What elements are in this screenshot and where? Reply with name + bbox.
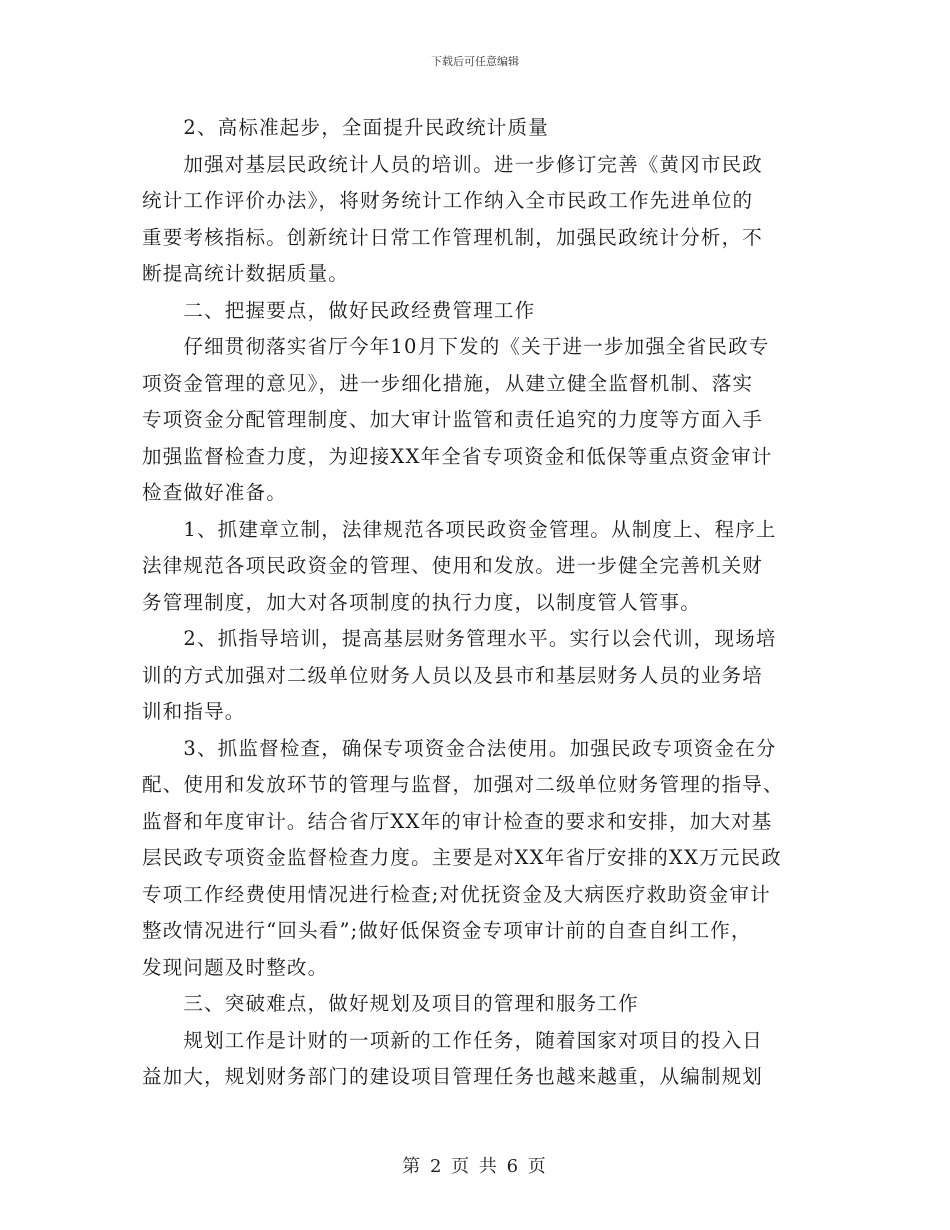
text-line: 2、高标准起步，全面提升民政统计质量 [142, 116, 549, 139]
section-heading: 二、把握要点，做好民政经费管理工作 [142, 298, 536, 322]
text-line: 配、使用和发放环节的管理与监督，加强对二级单位财务管理的指导、 [142, 773, 784, 796]
text-line: 训的方式加强对二级单位财务人员以及县市和基层财务人员的业务培 [142, 663, 764, 687]
text-line: 仔细贯彻落实省厅今年10月下发的《关于进一步加强全省民政专 [142, 335, 770, 358]
text-line: 发现问题及时整改。 [142, 955, 329, 979]
text-line: 专项资金分配管理制度、加大审计监管和责任追究的力度等方面入手 [142, 408, 764, 431]
text-line: 专项工作经费使用情况进行检查;对优抚资金及大病医疗救助资金审计 [142, 882, 771, 906]
text-line: 加强对基层民政统计人员的培训。进一步修订完善《黄冈市民政 [142, 152, 764, 176]
page-number: 第 2 页 共 6 页 [402, 1156, 548, 1177]
text-line: 法律规范各项民政资金的管理、使用和发放。进一步健全完善机关财 [142, 554, 764, 577]
text-line: 项资金管理的意见》，进一步细化措施，从建立健全监督机制、落实 [142, 371, 754, 395]
text-line: 3、抓监督检查，确保专项资金合法使用。加强民政专项资金在分 [142, 736, 777, 760]
text-line: 1、抓建章立制，法律规范各项民政资金管理。从制度上、程序上 [142, 517, 777, 541]
text-line: 益加大，规划财务部门的建设项目管理任务也越来越重，从编制规划 [142, 1065, 764, 1088]
section-heading: 三、突破难点，做好规划及项目的管理和服务工作 [142, 992, 639, 1015]
text-line: 规划工作是计财的一项新的工作任务，随着国家对项目的投入日 [142, 1028, 764, 1052]
page-header: 下载后可任意编辑 [431, 55, 519, 68]
document-body [142, 110, 802, 1096]
text-line: 整改情况进行“回头看”;做好低保资金专项审计前的自查自纠工作， [142, 919, 752, 942]
text-line: 层民政专项资金监督检查力度。主要是对XX年省厅安排的XX万元民政 [142, 846, 782, 869]
text-line: 加强监督检查力度，为迎接XX年全省专项资金和低保等重点资金审计 [142, 444, 773, 468]
text-line: 统计工作评价办法》，将财务统计工作纳入全市民政工作先进单位的 [142, 189, 754, 212]
text-line: 断提高统计数据质量。 [142, 262, 350, 285]
text-line: 训和指导。 [142, 700, 246, 723]
text-line: 检查做好准备。 [142, 481, 287, 504]
text-line: 务管理制度，加大对各项制度的执行力度，以制度管人管事。 [142, 590, 701, 614]
text-line: 重要考核指标。创新统计日常工作管理机制，加强民政统计分析，不 [142, 225, 764, 249]
text-line: 监督和年度审计。结合省厅XX年的审计检查的要求和安排，加大对基 [142, 809, 773, 833]
text-line: 2、抓指导培训，提高基层财务管理水平。实行以会代训，现场培 [142, 627, 777, 650]
